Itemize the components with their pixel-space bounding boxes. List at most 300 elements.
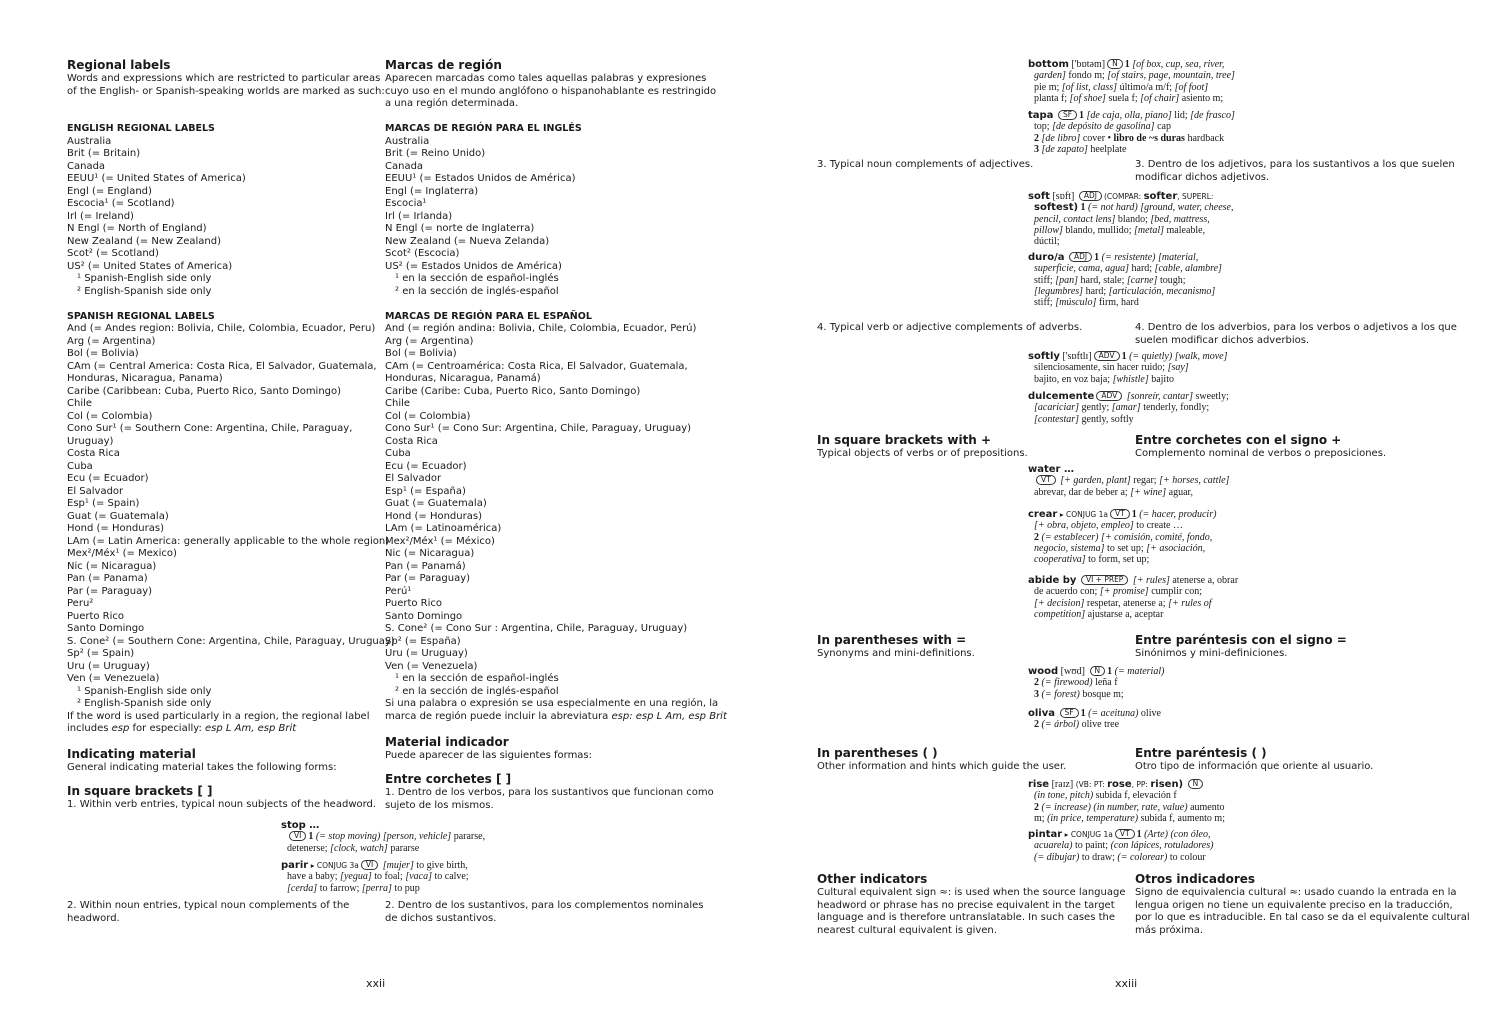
translation: hard, stale;: [1078, 274, 1127, 286]
point: 2. Within noun entries, typical noun complements of the: [67, 900, 350, 911]
translation: subida f, elevación f: [1093, 790, 1177, 802]
entry-stop: [281, 820, 485, 854]
sense-number: 1: [1080, 708, 1086, 719]
pos-tag: N: [1107, 59, 1123, 69]
pronunciation: [raɪz]: [1051, 779, 1074, 790]
form: rose: [1107, 779, 1132, 790]
context: [+ comisión, comité, fondo,: [1101, 531, 1213, 543]
regional-labels-es: [385, 58, 727, 723]
label-item: Pan (= Panamá): [385, 560, 466, 572]
label-item: Engl (= England): [67, 185, 152, 197]
section-title: Entre paréntesis ( ): [1135, 746, 1267, 760]
headword: crear: [1028, 509, 1058, 520]
entry-pintar: [1028, 829, 1213, 863]
translation: asiento m;: [1181, 92, 1224, 104]
section-text: Puede aparecer de las siguientes formas:: [385, 750, 593, 761]
label-item: Australia: [67, 135, 112, 147]
translation: have a baby;: [287, 871, 341, 883]
sense-number: 1: [1079, 110, 1085, 121]
gloss: (= hacer, producir): [1139, 509, 1217, 520]
paren-en: [817, 746, 1066, 774]
section-text: Otro tipo de información que oriente al usuario.: [1135, 761, 1374, 772]
translation: subida f, aumento m;: [1138, 812, 1225, 824]
adjectives-point-es: [1135, 159, 1455, 184]
pos-tag: ADJ: [1079, 191, 1102, 201]
context: competition]: [1034, 608, 1086, 620]
context: [+ obra, objeto, empleo]: [1034, 520, 1134, 532]
headword: soft: [1028, 191, 1050, 202]
label-item: Guat (= Guatemala): [67, 510, 169, 522]
translation: silenciosamente, sin hacer ruido;: [1034, 362, 1168, 374]
section-title: In parentheses ( ): [817, 746, 938, 760]
section-text: Signo de equivalencia cultural ≈: usado cuando la entrada en la: [1135, 887, 1457, 898]
context: [de caja, olla, piano]: [1086, 110, 1172, 121]
context: [of box, cup, sea, river,: [1132, 59, 1225, 70]
label-item: ¹ Spanish-English side only: [77, 685, 212, 697]
entry-softly: [1028, 351, 1227, 385]
section-title: Entre corchetes [ ]: [385, 772, 512, 786]
context: [de depósito de gasolina]: [1052, 121, 1155, 133]
text: marca de región puede incluir la abreviatura: [385, 710, 612, 722]
label-item: ¹ en la sección de español-inglés: [395, 273, 559, 284]
context: [+ wine]: [1130, 486, 1167, 498]
label-item: Perú¹: [385, 585, 412, 597]
label-item: Brit (= Britain): [67, 148, 141, 159]
headword: abide by: [1028, 575, 1077, 586]
label-item: ¹ Spanish-English side only: [77, 273, 212, 284]
context: [of foot]: [1174, 81, 1209, 93]
closing-line: [385, 710, 727, 724]
label-item: N Engl (= norte de Inglaterra): [385, 223, 535, 234]
section-title: Entre corchetes con el signo +: [1135, 433, 1342, 447]
section-text: Cultural equivalent sign ≈: is used when the source language: [817, 887, 1126, 898]
context: (in number, rate, value): [1093, 801, 1188, 813]
sense-number: 2: [1034, 677, 1039, 689]
point: sujeto de los mismos.: [385, 799, 494, 811]
translation: detenerse;: [287, 842, 331, 854]
translation: to create …: [1133, 520, 1183, 532]
label-item: ¹ en la sección de español-inglés: [395, 673, 559, 684]
context: [perra]: [361, 882, 392, 894]
translation: cap: [1154, 121, 1171, 133]
grammar: (COMPAR:: [1103, 192, 1144, 201]
pronunciation: ['sɒftlɪ]: [1062, 351, 1092, 362]
gloss: (= árbol): [1041, 719, 1080, 731]
pos-tag: N: [1188, 779, 1204, 789]
context: [mujer]: [382, 860, 414, 871]
label-item: US² (= United States of America): [67, 260, 233, 272]
translation: pie m;: [1034, 81, 1062, 93]
headword: duro/a: [1028, 252, 1065, 263]
translation: hard;: [1129, 263, 1155, 275]
grammar: , SUPERL:: [1177, 192, 1214, 201]
label-item: New Zealand (= Nueva Zelanda): [385, 235, 550, 247]
adverbs-point-es: [1135, 322, 1457, 347]
label-item: Costa Rica: [385, 435, 438, 447]
text: esp: esp L Am, esp Brit: [611, 710, 727, 722]
label-item: Caribe (Caribbean: Cuba, Puerto Rico, Santo Domingo): [67, 385, 342, 397]
square-plus-es: [1135, 433, 1386, 461]
section-text: Synonyms and mini-definitions.: [817, 648, 975, 659]
context: garden]: [1034, 70, 1066, 82]
translation: planta f;: [1034, 92, 1070, 104]
context: [of stairs, page, mountain, tree]: [1107, 70, 1235, 82]
label-item: Chile: [385, 398, 411, 409]
translation: ajustarse a, aceptar: [1085, 608, 1164, 620]
pos-tag: N: [1090, 666, 1106, 676]
translation: abrevar, dar de beber a;: [1034, 486, 1131, 498]
section-title: In parentheses with =: [817, 633, 967, 647]
headword: rise: [1028, 779, 1050, 790]
pos-tag: VT: [1115, 829, 1135, 839]
context: (con óleo,: [1170, 829, 1211, 840]
square-plus-en: [817, 433, 1028, 461]
noun-complements-es: [385, 900, 704, 925]
intro-line: a una región determinada.: [385, 98, 519, 109]
context: [de frasco]: [1190, 110, 1235, 121]
sense-number: 3: [1034, 688, 1039, 700]
conjugation-ref: ▸ CONJUG 3a: [310, 861, 359, 870]
gloss: (= resistente): [1101, 252, 1156, 263]
closing-line: If the word is used particularly in a region, the regional label: [67, 710, 370, 722]
translation: to set up;: [1104, 542, 1147, 554]
indicating-material-en: [67, 747, 337, 775]
translation: stiff;: [1034, 297, 1056, 309]
regional-labels-en: [67, 58, 395, 736]
translation: to foal;: [371, 871, 406, 883]
section-text: language and is therefore untranslatable. In such cases the: [817, 912, 1116, 923]
text: for especially:: [129, 723, 206, 734]
form: risen): [1150, 779, 1184, 790]
gloss: (= stop moving): [315, 831, 381, 843]
gloss: (= not hard): [1088, 202, 1138, 214]
label-item: Uru (= Uruguay): [67, 660, 150, 672]
section-title: Otros indicadores: [1135, 872, 1256, 886]
label-item: S. Cone² (= Cono Sur : Argentina, Chile, Paraguay, Uruguay): [385, 623, 688, 634]
sense-number: 2: [1034, 801, 1039, 813]
label-item: Cono Sur¹ (= Cono Sur: Argentina, Chile, Paraguay, Uruguay): [385, 423, 692, 434]
section-text: por lo que es intraducible. En tal caso se da el equivalente cultural: [1135, 912, 1470, 923]
context: [of list, class]: [1061, 81, 1118, 93]
adjectives-point-en: 3. Typical noun complements of adjectives.: [817, 159, 1034, 170]
label-item: Arg (= Argentina): [67, 335, 156, 347]
closing-line: Si una palabra o expresión se usa especialmente en una región, la: [385, 698, 719, 709]
translation: de acuerdo con;: [1034, 586, 1100, 598]
context: (con lápices, rotuladores): [1110, 840, 1214, 852]
subheading: MARCAS DE REGIÓN PARA EL INGLÉS: [385, 123, 582, 134]
label-item: Col (= Colombia): [385, 410, 471, 422]
translation: maleable,: [1164, 224, 1206, 236]
label-item: El Salvador: [67, 485, 124, 497]
section-title: Regional labels: [67, 58, 171, 72]
form: softer: [1143, 191, 1178, 202]
section-text: lengua origen no tiene un equivalente preciso en la traducción,: [1135, 899, 1453, 911]
section-title: Material indicador: [385, 735, 509, 749]
page-number: xxii: [366, 977, 386, 990]
entry-dulcemente: [1028, 391, 1229, 425]
context: (in tone, pitch): [1034, 790, 1094, 802]
gloss: (= establecer): [1041, 531, 1099, 543]
pos-tag: SF: [1058, 110, 1077, 120]
label-item: Australia: [385, 135, 430, 147]
entry-crear: [1028, 509, 1216, 565]
pos-tag: VT: [1110, 509, 1130, 519]
label-item: Par (= Paraguay): [385, 573, 471, 584]
gloss: (= forest): [1041, 688, 1080, 700]
pos-tag: ADJ: [1069, 252, 1092, 262]
gloss: (= increase): [1041, 801, 1091, 813]
translation: to calve;: [432, 871, 469, 883]
sense-number: 2: [1034, 719, 1039, 731]
context: [say]: [1167, 362, 1189, 374]
translation: leña f: [1092, 677, 1118, 689]
label-item: Bol (= Bolivia): [385, 348, 457, 359]
context: [vaca]: [405, 871, 432, 883]
pos-tag: ADV: [1096, 391, 1122, 401]
entry-rise: [1028, 779, 1225, 824]
pos-tag: VT: [1036, 475, 1056, 485]
section-title: In square brackets [ ]: [67, 784, 213, 798]
context: [of chair]: [1140, 92, 1180, 104]
translation: stiff;: [1034, 274, 1056, 286]
text: esp: [111, 723, 130, 734]
label-item: Canada: [67, 160, 106, 172]
context: [material,: [1157, 252, 1199, 263]
entry-bottom: [1028, 59, 1235, 104]
point: headword.: [67, 912, 120, 924]
adverbs-point-en: 4. Typical verb or adjective complements of adverbs.: [817, 322, 1083, 333]
gloss: (Arte): [1144, 829, 1168, 840]
translation: hard;: [1083, 285, 1109, 297]
sense-number: 2: [1034, 531, 1039, 543]
section-title: Indicating material: [67, 747, 196, 761]
context: [carne]: [1126, 274, 1158, 286]
sense-number: 1: [308, 831, 314, 843]
pronunciation: ['bɒtəm]: [1071, 59, 1106, 70]
english-labels-list: [385, 136, 705, 299]
text: esp L Am, esp Brit: [205, 723, 297, 734]
subheading: ENGLISH REGIONAL LABELS: [67, 123, 215, 134]
label-item: EEUU¹ (= United States of America): [67, 173, 246, 184]
label-item: Col (= Colombia): [67, 410, 153, 422]
translation: pararse: [387, 842, 420, 854]
context: [+ rules of: [1168, 597, 1212, 609]
pos-tag: VI: [361, 860, 378, 870]
sense-number: 1: [1136, 829, 1142, 840]
context: [whistle]: [1112, 373, 1149, 385]
point: 2. Dentro de los sustantivos, para los complementos nominales: [385, 900, 704, 911]
label-item: Ven (= Venezuela): [385, 660, 478, 672]
intro-line: cuyo uso en el mundo anglófono o hispanohablante es restringido: [385, 85, 717, 97]
label-item: ² English-Spanish side only: [77, 698, 212, 709]
context: [bed, mattress,: [1150, 213, 1210, 225]
point: de dichos sustantivos.: [385, 912, 497, 924]
translation: tough;: [1157, 274, 1186, 286]
section-text: General indicating material takes the following forms:: [67, 762, 337, 773]
translation: to paint;: [1072, 840, 1111, 852]
section-title: Entre paréntesis con el signo =: [1135, 633, 1347, 647]
label-item: EEUU¹ (= Estados Unidos de América): [385, 173, 576, 184]
label-item: Mex²/Méx¹ (= Mexico): [67, 548, 177, 559]
context: negocio, sistema]: [1034, 542, 1105, 554]
context: [contestar]: [1034, 413, 1079, 425]
pronunciation: [wʊd]: [1060, 666, 1086, 677]
label-item: Engl (= Inglaterra): [385, 185, 479, 197]
sense-number: 1: [1107, 666, 1113, 677]
spanish-labels-list: [385, 323, 705, 698]
headword: parir: [281, 860, 309, 871]
label-item: And (= región andina: Bolivia, Chile, Colombia, Ecuador, Perú): [385, 323, 697, 334]
label-item: Chile: [67, 398, 93, 409]
translation: blando, mullido;: [1062, 224, 1135, 236]
context: [clock, watch]: [330, 842, 388, 854]
context: [pan]: [1055, 274, 1079, 286]
section-text: nearest cultural equivalent is given.: [817, 924, 997, 936]
grammar: , PP:: [1131, 780, 1151, 789]
sense-number: 1: [1124, 59, 1130, 70]
point: 1. Within verb entries, typical noun subjects of the headword.: [67, 799, 377, 810]
paren-eq-es: [1135, 633, 1347, 661]
subheading: MARCAS DE REGIÓN PARA EL ESPAÑOL: [385, 310, 592, 322]
paren-eq-en: [817, 633, 975, 661]
intro-line: Words and expressions which are restricted to particular areas: [67, 73, 381, 84]
section-text: headword or phrase has no precise equivalent in the target: [817, 899, 1115, 911]
label-item: ² English-Spanish side only: [77, 285, 212, 297]
headword: water …: [1028, 464, 1074, 475]
label-item: New Zealand (= New Zealand): [67, 235, 221, 247]
context: superficie, cama, agua]: [1034, 263, 1129, 275]
label-item: Mex²/Méx¹ (= México): [385, 535, 495, 547]
label-item: Canada: [385, 160, 424, 172]
noun-complements-en: [67, 900, 349, 925]
square-brackets-es: [385, 772, 714, 812]
label-item: Santo Domingo: [67, 623, 145, 634]
context: [+ rules]: [1132, 575, 1170, 586]
entry-water: [1028, 464, 1229, 498]
point: modificar dichos adjetivos.: [1135, 171, 1270, 183]
label-item: S. Cone² (= Southern Cone: Argentina, Chile, Paraguay, Uruguay): [67, 635, 395, 647]
label-item: Irl (= Irlanda): [385, 210, 453, 222]
paren-es: [1135, 746, 1373, 774]
label-item: Irl (= Ireland): [67, 210, 134, 222]
translation: gently, softly: [1079, 413, 1134, 425]
spanish-labels-list: [67, 323, 395, 711]
point: 4. Dentro de los adverbios, para los verbos o adjetivos a los que: [1135, 322, 1457, 333]
translation: blando;: [1115, 213, 1151, 225]
pos-tag: ADV: [1094, 351, 1120, 361]
entry-oliva: [1028, 708, 1161, 731]
form: softest): [1034, 202, 1079, 214]
right-page: [750, 0, 1500, 1026]
translation: heelplate: [1087, 143, 1127, 155]
context: [+ asociación,: [1146, 542, 1206, 554]
page-number: xxiii: [1115, 977, 1138, 990]
label-item: Escocia¹: [385, 198, 427, 209]
sense-number: 1: [1131, 509, 1137, 520]
point: 3. Dentro de los adjetivos, para los sustantivos a los que suelen: [1135, 159, 1455, 170]
context: pencil, contact lens]: [1034, 213, 1116, 225]
label-item: CAm (= Central America: Costa Rica, El Salvador, Guatemala,: [67, 360, 377, 372]
headword: oliva: [1028, 708, 1055, 719]
translation: cumplir con;: [1148, 586, 1203, 598]
label-item: Esp¹ (= España): [385, 485, 466, 497]
closing-line: [67, 723, 367, 736]
translation: to farrow;: [317, 882, 362, 894]
translation: sweetly;: [1193, 391, 1229, 402]
label-item: Pan (= Panama): [67, 573, 148, 584]
headword: stop …: [281, 820, 320, 831]
context: [yegua]: [340, 871, 372, 883]
translation: aguar,: [1166, 486, 1193, 498]
context: [+ horses, cattle]: [1159, 475, 1230, 487]
label-item: Uru (= Uruguay): [385, 648, 468, 659]
label-item: Sp² (= Spain): [67, 648, 135, 659]
label-item: Esp¹ (= Spain): [67, 498, 140, 509]
label-item: Arg (= Argentina): [385, 335, 474, 347]
section-text: Sinónimos y mini-definiciones.: [1135, 648, 1288, 659]
entry-abide-by: [1028, 575, 1238, 620]
entry-wood: [1028, 666, 1164, 700]
context: [person, vehicle]: [382, 831, 452, 843]
translation: to draw;: [1079, 851, 1118, 863]
label-item: ² en la sección de inglés-español: [395, 285, 559, 297]
label-item: Guat (= Guatemala): [385, 498, 487, 509]
translation: bajito: [1148, 373, 1174, 385]
english-labels-list: [67, 136, 367, 299]
context: [+ garden, plant]: [1060, 475, 1131, 487]
context: [metal]: [1134, 224, 1165, 236]
intro-line: of the English- or Spanish-speaking worlds are marked as such:: [67, 85, 385, 97]
headword: wood: [1028, 666, 1059, 677]
label-item: CAm (= Centroamérica: Costa Rica, El Salvador, Guatemala,: [385, 360, 688, 372]
sense-number: 1: [1094, 252, 1100, 263]
pos-tag: VI + PREP: [1081, 575, 1128, 585]
translation: atenerse a, obrar: [1169, 575, 1239, 586]
translation: to colour: [1167, 851, 1206, 863]
label-item: Sp² (= España): [385, 635, 461, 647]
section-text: más próxima.: [1135, 924, 1204, 936]
label-item: Hond (= Honduras): [385, 510, 482, 522]
context: (= dibujar): [1034, 851, 1080, 863]
headword: dulcemente: [1028, 391, 1095, 402]
context: (in price, temperature): [1047, 812, 1139, 824]
sense-number: 1: [1080, 202, 1086, 214]
context: [sonreír, cantar]: [1126, 391, 1194, 402]
headword: pintar: [1028, 829, 1063, 840]
conjugation-ref: ▸ CONJUG 1a: [1059, 510, 1108, 519]
label-item: El Salvador: [385, 473, 442, 484]
label-item: Escocia¹ (= Scotland): [67, 198, 175, 209]
context: [músculo]: [1055, 297, 1097, 309]
section-text: Other information and hints which guide the user.: [817, 761, 1067, 772]
intro-line: Aparecen marcadas como tales aquellas palabras y expresiones: [385, 73, 707, 84]
translation: hardback: [1184, 132, 1225, 144]
label-item: ² en la sección de inglés-español: [395, 685, 559, 697]
label-item: LAm (= Latinoamérica): [385, 523, 502, 534]
other-indicators-en: [817, 872, 1125, 937]
label-item: Puerto Rico: [67, 610, 125, 622]
translation: to pup: [391, 882, 420, 894]
translation: bajito, en voz baja;: [1034, 373, 1113, 385]
entry-soft: [1028, 191, 1234, 247]
context: [de libro]: [1041, 132, 1081, 144]
subheading: SPANISH REGIONAL LABELS: [67, 310, 215, 322]
label-item: Honduras, Nicaragua, Panamá): [385, 373, 541, 384]
sense-number: 2: [1034, 132, 1039, 144]
conjugation-ref: ▸ CONJUG 1a: [1064, 830, 1113, 839]
translation: pararse,: [453, 831, 486, 843]
label-item: Caribe (Caribe: Cuba, Puerto Rico, Santo Domingo): [385, 385, 641, 397]
